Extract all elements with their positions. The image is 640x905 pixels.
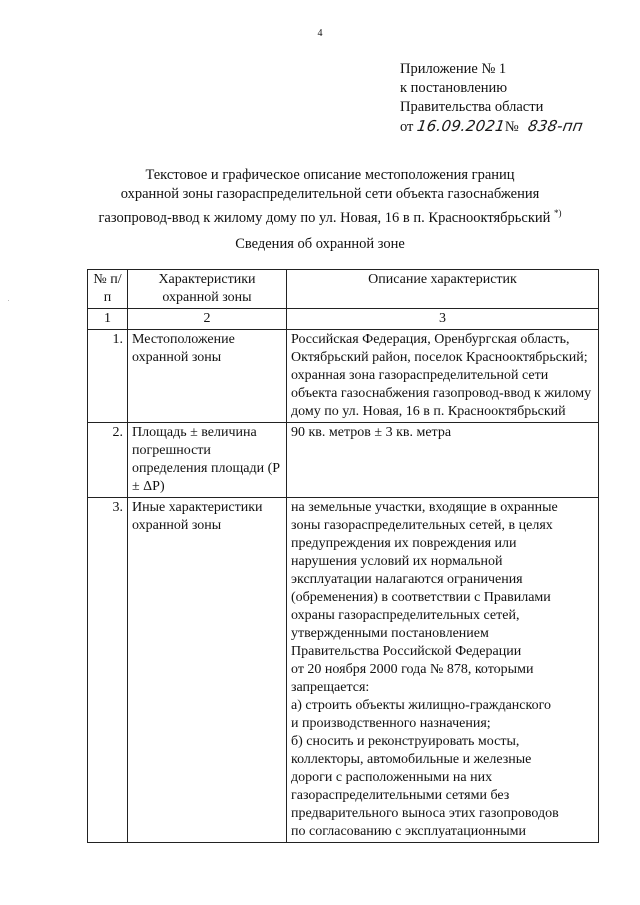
desc-line: зоны газораспределительных сетей, в целях [291,518,553,533]
annex-number-label: № [504,119,519,135]
header-characteristics: Характеристики охранной зоны [128,270,287,309]
annex-from-label: от [400,119,414,135]
row-name: Иные характеристики охранной зоны [128,498,287,843]
annex-header [400,60,583,137]
row-desc: Российская Федерация, Оренбургская область, Октябрьский район, поселок Краснооктябрьский; охранная зона газораспределительной сети объекта газоснабжения газопровод-ввод к жилому дому по ул. Новая, 16 в п. Краснооктябрьский [287,330,599,423]
desc-line: газораспределительными сетями без [291,788,510,803]
table-header-row [88,270,599,309]
desc-line: от 20 ноября 2000 года № 878, которыми [291,662,534,677]
desc-line: утвержденными постановлением [291,626,489,641]
colnum-1: 1 [88,309,128,330]
desc-line: (обременения) в соответствии с Правилами [291,590,551,605]
desc-line: эксплуатации налагаются ограничения [291,572,523,587]
colnum-3: 3 [287,309,599,330]
title-line-3-text: газопровод-ввод к жилому дому по ул. Новая, 16 в п. Краснооктябрьский [98,209,551,226]
row-num: 3. [88,498,128,843]
handwritten-date: 16.09.2021 [415,117,507,135]
table-row [88,423,599,498]
desc-line: охраны газораспределительных сетей, [291,608,520,623]
handwritten-number: 838-пп [526,117,585,135]
desc-line: дороги с расположенными на них [291,770,493,785]
desc-line: б) сносить и реконструировать мосты, [291,734,520,749]
row-num: 1. [88,330,128,423]
row-name: Площадь ± величина погрешности определения площади (Р ± ΔР) [128,423,287,498]
desc-line: на земельные участки, входящие в охранные [291,500,558,515]
row-desc [287,498,599,843]
footnote-mark: *) [554,208,562,218]
row-num: 2. [88,423,128,498]
page-number: 4 [317,28,323,39]
document-title [60,166,600,228]
desc-line: и производственного назначения; [291,716,491,731]
annex-date-line [400,117,583,137]
table-colnum-row [88,309,599,330]
section-subtitle: Сведения об охранной зоне [235,236,405,252]
title-line-3 [60,204,600,228]
colnum-2: 2 [128,309,287,330]
desc-line: Правительства Российской Федерации [291,644,522,659]
zone-info-table [87,269,599,843]
annex-line-3: Правительства области [400,99,544,115]
desc-line: запрещается: [291,680,370,695]
annex-line-1: Приложение № 1 [400,61,507,77]
title-line-2: охранной зоны газораспределительной сети объекта газоснабжения [120,186,540,202]
table-row [88,330,599,423]
desc-line: предварительного выноса этих газопроводов [291,806,559,821]
desc-line: предупреждения их повреждения или [291,536,517,551]
desc-line: коллекторы, автомобильные и железные [291,752,532,767]
header-num: № п/п [88,270,128,309]
table-row [88,498,599,843]
annex-line-2: к постановлению [400,80,508,96]
scan-margin-mark [8,300,9,301]
title-line-1: Текстовое и графическое описание местоположения границ [145,167,515,183]
header-description: Описание характеристик [287,270,599,309]
row-desc: 90 кв. метров ± 3 кв. метра [287,423,599,498]
desc-line: нарушения условий их нормальной [291,554,503,569]
row-name: Местоположение охранной зоны [128,330,287,423]
desc-line: а) строить объекты жилищно-гражданского [291,698,551,713]
desc-line: по согласованию с эксплуатационными [291,824,526,839]
